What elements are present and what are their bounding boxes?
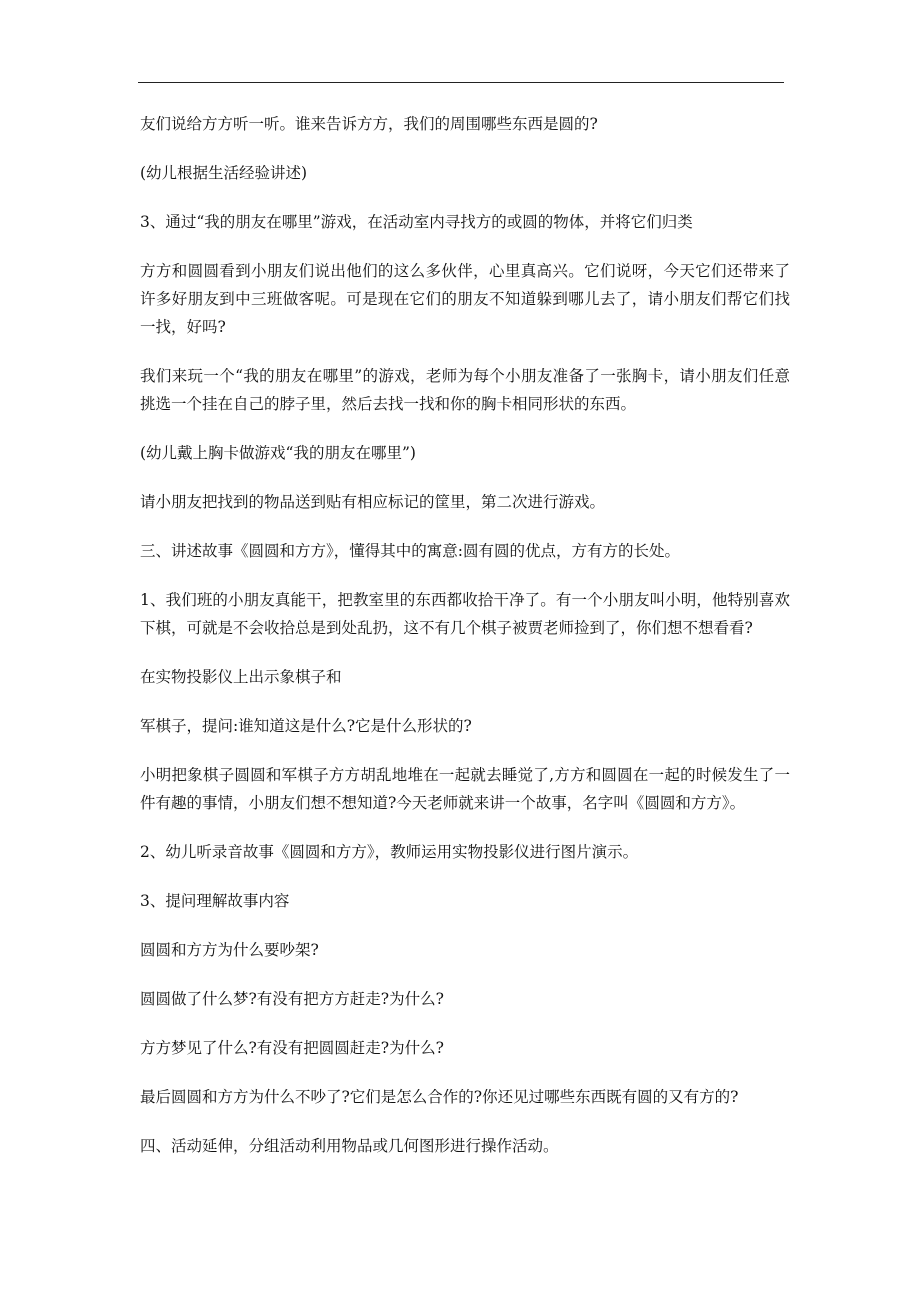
paragraph: 在实物投影仪上出示象棋子和	[140, 668, 342, 686]
document-body	[140, 110, 790, 1181]
question-item: 圆圆和方方为什么要吵架?	[140, 941, 319, 959]
paragraph: (幼儿戴上胸卡做游戏“我的朋友在哪里”)	[140, 444, 416, 462]
paragraph: 方方和圆圆看到小朋友们说出他们的这么多伙伴，心里真高兴。它们说呀，今天它们还带来了许多好朋友到中三班做客呢。可是现在它们的朋友不知道躲到哪儿去了，请小朋友们帮它们找一找，好吗?	[140, 262, 790, 336]
paragraph: 1、我们班的小朋友真能干，把教室里的东西都收拾干净了。有一个小朋友叫小明，他特别喜欢下棋，可就是不会收拾总是到处乱扔，这不有几个棋子被贾老师捡到了，你们想不想看看?	[140, 591, 790, 637]
question-item: 圆圆做了什么梦?有没有把方方赶走?为什么?	[140, 990, 444, 1008]
paragraph: 3、提问理解故事内容	[140, 892, 290, 910]
header-rule	[138, 82, 784, 83]
paragraph: 我们来玩一个“我的朋友在哪里”的游戏，老师为每个小朋友准备了一张胸卡，请小朋友们任意挑选一个挂在自己的脖子里，然后去找一找和你的胸卡相同形状的东西。	[140, 367, 790, 413]
paragraph: 友们说给方方听一听。谁来告诉方方，我们的周围哪些东西是圆的?	[140, 115, 598, 133]
question-item: 最后圆圆和方方为什么不吵了?它们是怎么合作的?你还见过哪些东西既有圆的又有方的?	[140, 1088, 739, 1106]
paragraph: (幼儿根据生活经验讲述)	[140, 164, 308, 182]
question-item: 方方梦见了什么?有没有把圆圆赶走?为什么?	[140, 1039, 444, 1057]
section-heading: 三、讲述故事《圆圆和方方》，懂得其中的寓意:圆有圆的优点，方有方的长处。	[140, 542, 680, 560]
paragraph: 军棋子，提问:谁知道这是什么?它是什么形状的?	[140, 717, 472, 735]
paragraph: 请小朋友把找到的物品送到贴有相应标记的筐里，第二次进行游戏。	[140, 493, 606, 511]
section-heading: 四、活动延伸，分组活动利用物品或几何图形进行操作活动。	[140, 1137, 559, 1155]
paragraph: 小明把象棋子圆圆和军棋子方方胡乱地堆在一起就去睡觉了,方方和圆圆在一起的时候发生了一件有趣的事情，小朋友们想不想知道?今天老师就来讲一个故事，名字叫《圆圆和方方》。	[140, 766, 790, 812]
paragraph: 2、幼儿听录音故事《圆圆和方方》，教师运用实物投影仪进行图片演示。	[140, 843, 639, 861]
paragraph: 3、通过“我的朋友在哪里”游戏，在活动室内寻找方的或圆的物体，并将它们归类	[140, 213, 693, 231]
